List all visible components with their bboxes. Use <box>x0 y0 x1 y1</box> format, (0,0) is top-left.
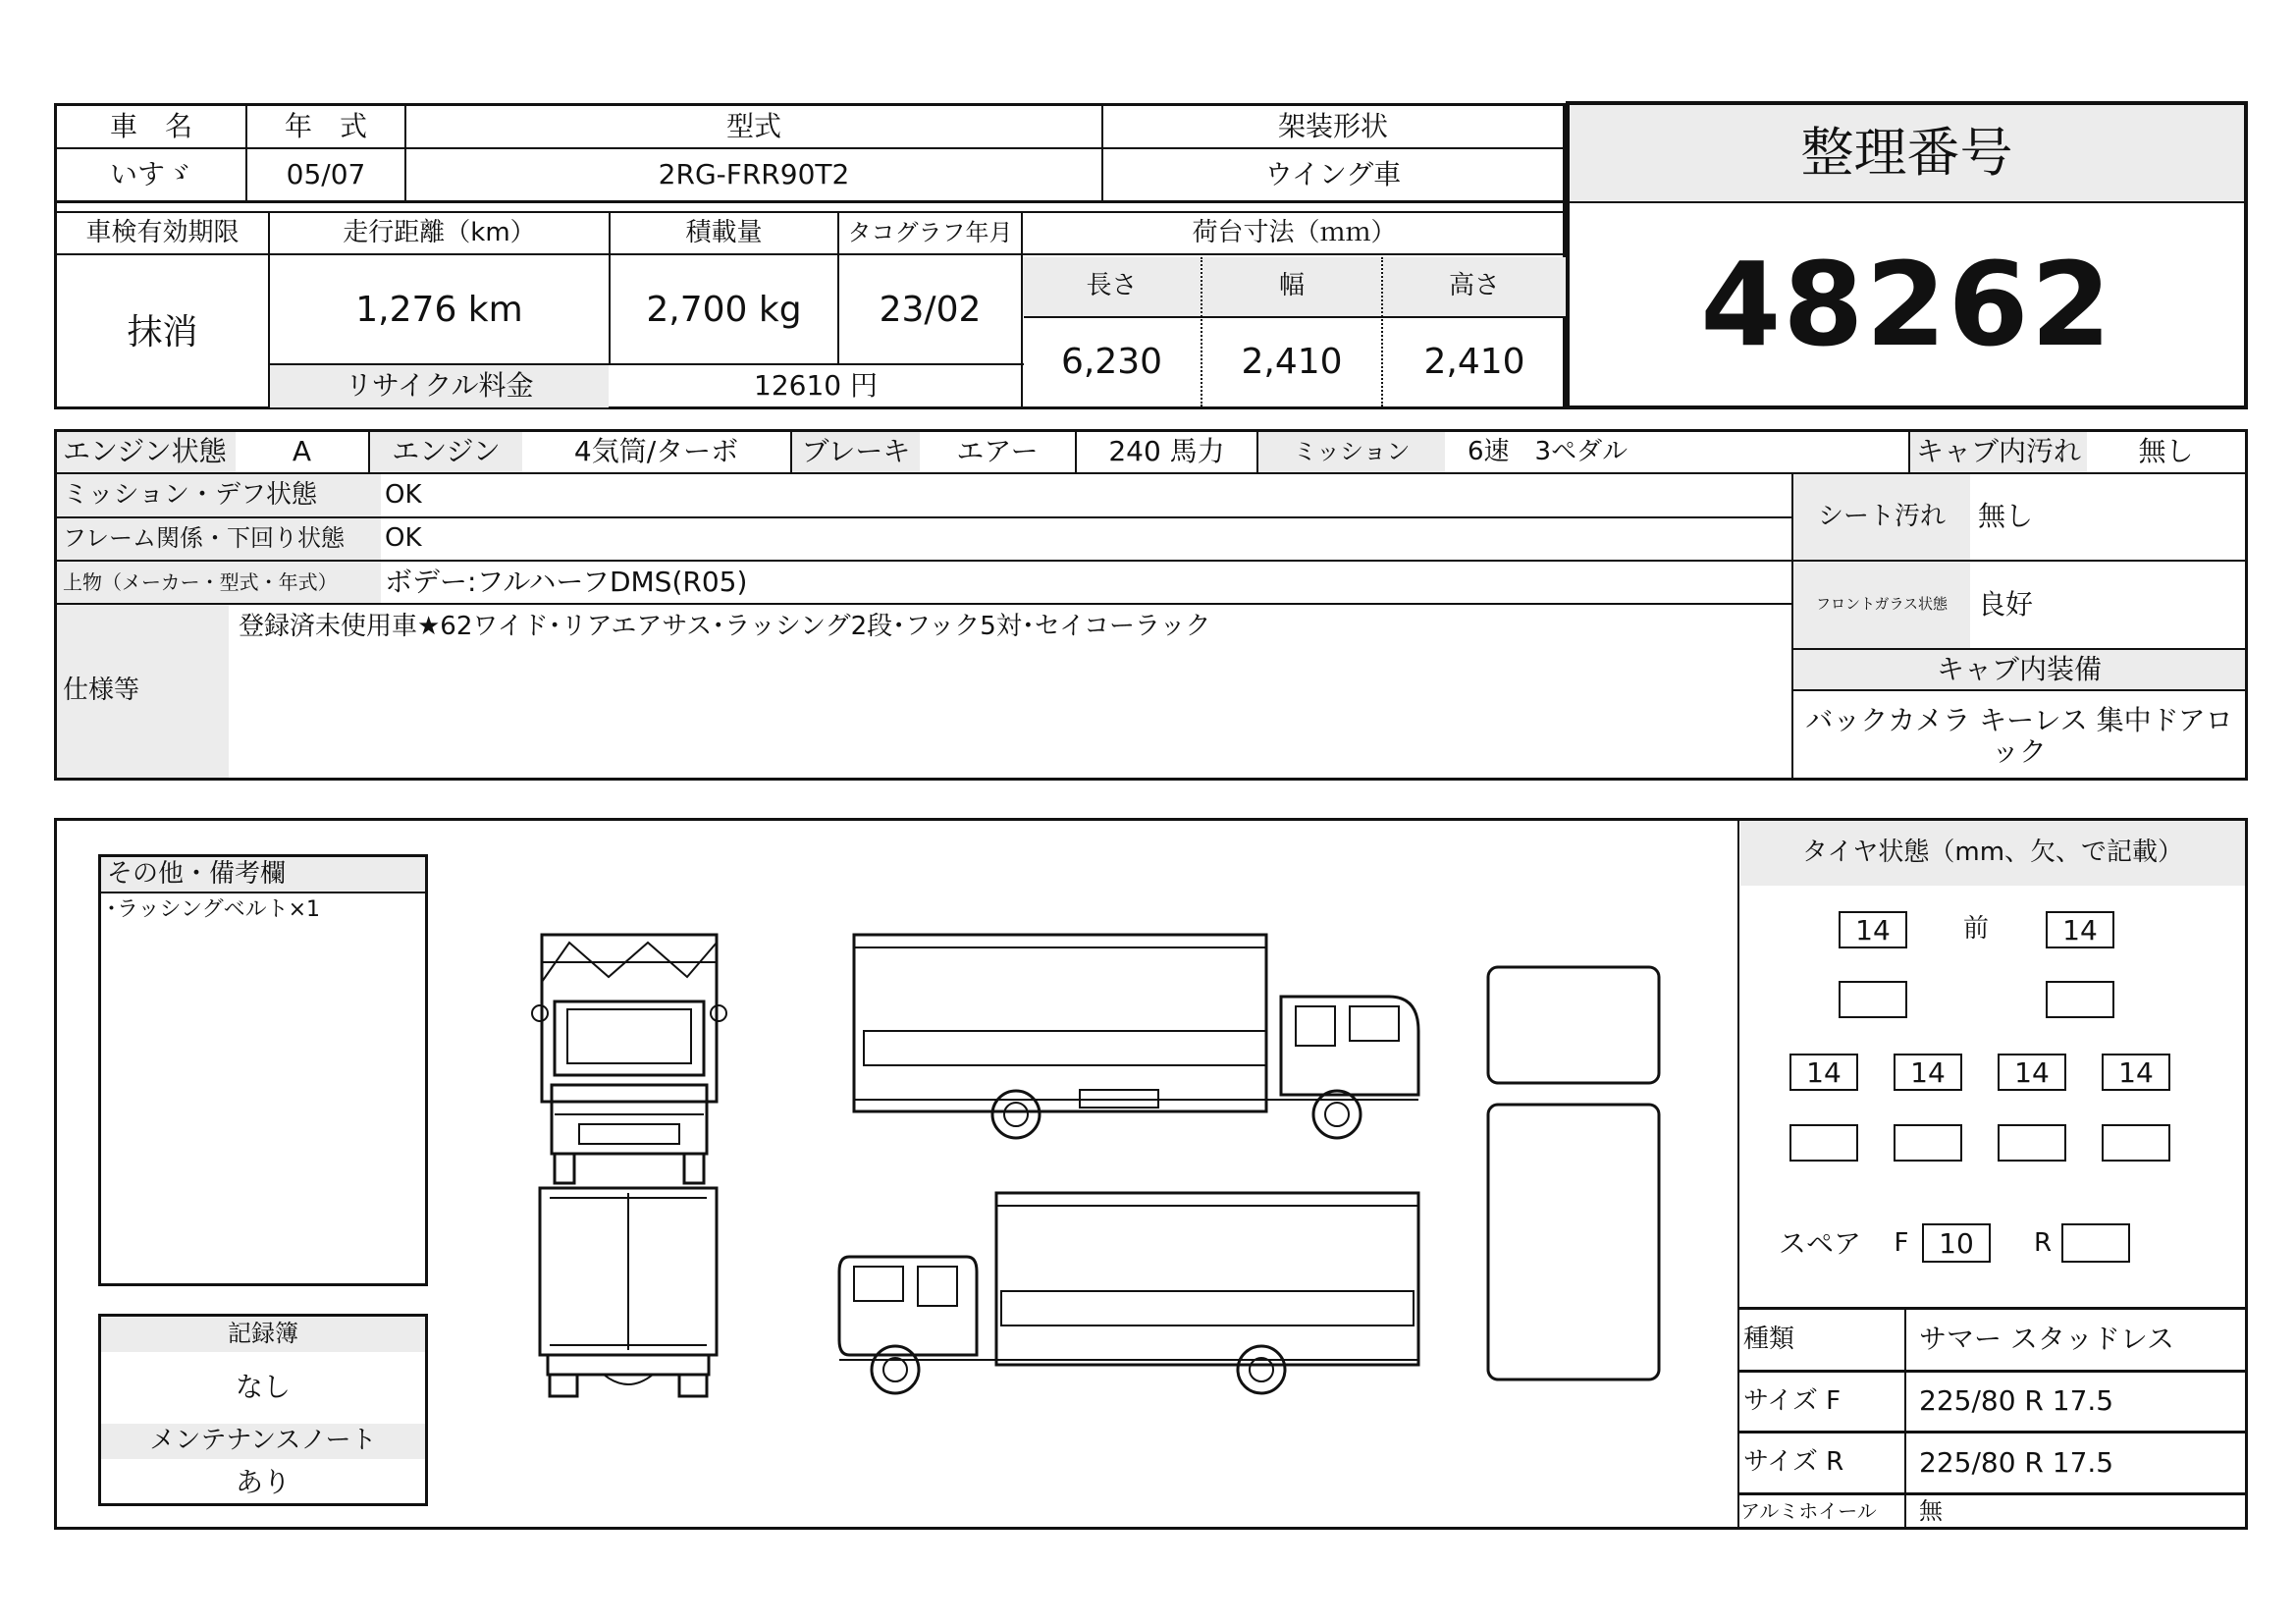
frame-label: フレーム関係・下回り状態 <box>57 518 381 560</box>
cab-dirt-value: 無し <box>2138 435 2194 468</box>
maintenance-note-value: あり <box>235 1465 291 1498</box>
capacity-value: 2,700 kg <box>646 290 802 331</box>
body-value: ウイング車 <box>1264 157 1402 190</box>
truck-front-view-icon <box>532 935 726 1183</box>
engine-state-label: エンジン状態 <box>57 432 236 472</box>
tire-front-right-inner[interactable] <box>2046 981 2114 1018</box>
spec-value: 登録済未使用車★62ワイド･リアエアサス･ラッシング2段･フック5対･セイコーラック <box>239 612 1211 642</box>
spare-label: スペア <box>1779 1226 1862 1260</box>
tire-type-label: 種類 <box>1743 1324 1795 1354</box>
spare-f-label: F <box>1894 1228 1909 1259</box>
cargo-length-label: 長さ <box>1023 257 1201 316</box>
name-label: 車 名 <box>109 109 192 142</box>
horsepower-value: 240 馬力 <box>1108 435 1225 468</box>
cab-equipment-line2: ック <box>1991 734 2047 768</box>
spare-r-label: R <box>2033 1228 2053 1259</box>
cargo-dimension-label: 荷台寸法（ｍｍ） <box>1192 217 1397 247</box>
tire-rear-4-inner[interactable] <box>2102 1124 2170 1162</box>
brake-value: エアー <box>956 435 1039 468</box>
size-r-label: サイズ R <box>1743 1447 1844 1478</box>
tire-rear-1[interactable]: 14 <box>1789 1054 1858 1091</box>
tire-title: タイヤ状態（mm、欠、で記載） <box>1740 821 2245 886</box>
engine-label: エンジン <box>370 432 522 472</box>
alloy-wheel-label: アルミホイール <box>1740 1499 1877 1523</box>
size-f-value: 225/80 R 17.5 <box>1919 1384 2114 1418</box>
truck-rear-view-icon <box>540 1188 717 1396</box>
tire-front-left[interactable]: 14 <box>1839 911 1907 948</box>
cargo-width-label: 幅 <box>1202 257 1381 316</box>
name-value: いすゞ <box>109 157 192 190</box>
engine-state-value: A <box>292 435 312 468</box>
mission-diff-value: OK <box>385 479 422 510</box>
model-value: 2RG-FRR90T2 <box>658 157 850 190</box>
upper-body-label: 上物（メーカー・型式・年式） <box>57 562 381 603</box>
cargo-length-value: 6,230 <box>1060 342 1163 383</box>
cargo-height-value: 2,410 <box>1423 342 1525 383</box>
tacho-value: 23/02 <box>879 290 982 331</box>
model-label: 型式 <box>725 109 781 142</box>
mission-label: ミッション <box>1258 432 1445 472</box>
tire-rear-3-inner[interactable] <box>1998 1124 2066 1162</box>
windshield-value: 良好 <box>1978 587 2034 621</box>
windshield-label: フロントガラス状態 <box>1793 562 1970 648</box>
cab-equipment-label: キャブ内装備 <box>1793 650 2245 689</box>
frame-value: OK <box>385 523 422 554</box>
seat-dirt-value: 無し <box>1978 500 2034 533</box>
tacho-label: タコグラフ年月 <box>847 218 1013 246</box>
recycle-value: 12610 円 <box>754 369 878 403</box>
record-book-label: 記録簿 <box>101 1317 425 1352</box>
year-value: 05/07 <box>286 157 366 190</box>
cargo-height-label: 高さ <box>1383 257 1566 316</box>
capacity-label: 積載量 <box>685 217 763 247</box>
tire-rear-1-inner[interactable] <box>1789 1124 1858 1162</box>
spare-r-value[interactable] <box>2061 1223 2130 1263</box>
upper-body-value: ボデー:フルハーフDMS(R05) <box>385 565 748 598</box>
size-f-label: サイズ F <box>1743 1385 1842 1416</box>
cargo-width-value: 2,410 <box>1241 342 1343 383</box>
cab-equipment-line1: バックカメラ キーレス 集中ドアロ <box>1805 703 2233 736</box>
alloy-wheel-value: 無 <box>1919 1496 1943 1525</box>
tire-rear-2[interactable]: 14 <box>1894 1054 1962 1091</box>
year-label: 年 式 <box>284 109 367 142</box>
tire-front-right[interactable]: 14 <box>2046 911 2114 948</box>
truck-side-view-left-icon <box>839 1193 1418 1393</box>
brake-label: ブレーキ <box>792 432 920 472</box>
mileage-value: 1,276 km <box>355 290 523 331</box>
inspection-value: 抹消 <box>127 311 198 352</box>
seat-dirt-label: シート汚れ <box>1793 474 1970 560</box>
tire-front-left-inner[interactable] <box>1839 981 1907 1018</box>
cab-dirt-label: キャブ内汚れ <box>1910 432 2087 472</box>
truck-roof-view-icon <box>1488 967 1659 1083</box>
truck-bed-view-icon <box>1488 1105 1659 1380</box>
truck-side-view-right-icon <box>854 935 1418 1138</box>
remarks-value: ･ラッシングベルト×1 <box>106 897 321 923</box>
body-label: 架装形状 <box>1277 109 1388 142</box>
truck-diagram <box>510 903 1669 1404</box>
recycle-label: リサイクル料金 <box>270 365 609 407</box>
mission-diff-label: ミッション・デフ状態 <box>57 474 381 516</box>
front-axle-label: 前 <box>1962 914 1989 945</box>
size-r-value: 225/80 R 17.5 <box>1919 1445 2114 1479</box>
spare-f-value[interactable]: 10 <box>1922 1223 1991 1263</box>
tire-rear-2-inner[interactable] <box>1894 1124 1962 1162</box>
engine-value: 4気筒/ターボ <box>573 435 739 468</box>
mileage-label: 走行距離（km） <box>343 217 536 247</box>
tire-rear-3[interactable]: 14 <box>1998 1054 2066 1091</box>
spec-label: 仕様等 <box>57 605 229 778</box>
reference-label: 整理番号 <box>1570 105 2244 201</box>
reference-number: 48262 <box>1700 236 2113 372</box>
record-book-value: なし <box>235 1370 291 1403</box>
tire-type-value: サマー スタッドレス <box>1919 1323 2175 1356</box>
inspection-label: 車検有効期限 <box>85 217 240 247</box>
mission-value: 6速 3ペダル <box>1468 436 1629 466</box>
remarks-label: その他・備考欄 <box>101 857 425 892</box>
tire-rear-4[interactable]: 14 <box>2102 1054 2170 1091</box>
maintenance-note-label: メンテナンスノート <box>101 1424 425 1459</box>
